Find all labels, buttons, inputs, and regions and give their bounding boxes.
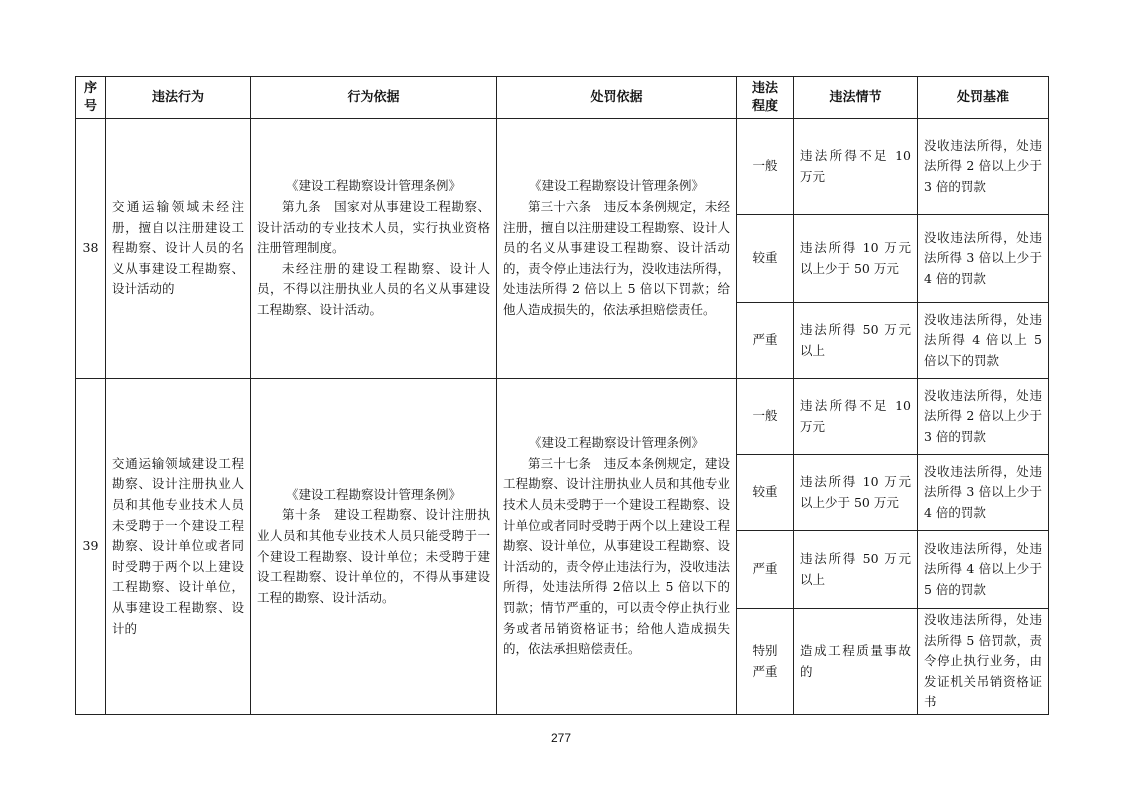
basis-title: 《建设工程勘察设计管理条例》 — [285, 178, 461, 194]
level-degree: 一般 — [737, 119, 794, 215]
row-behavior: 交通运输领域建设工程勘察、设计注册执业人员和其他专业技术人员未受聘于一个建设工程勘察、设计单位或者同时受聘于两个以上建设工程勘察、设计单位，从事建设工程勘察、设计的 — [106, 379, 251, 715]
level-standard: 没收违法所得，处违法所得 3 倍以上少于 4 倍的罚款 — [918, 215, 1049, 303]
level-degree: 严重 — [737, 531, 794, 609]
level-circumstance: 违法所得 50 万元以上 — [794, 531, 918, 609]
level-standard: 没收违法所得，处违法所得 2 倍以上少于 3 倍的罚款 — [918, 379, 1049, 455]
level-degree: 严重 — [737, 303, 794, 379]
penalty-title: 《建设工程勘察设计管理条例》 — [528, 178, 704, 194]
level-standard: 没收违法所得，处违法所得 2 倍以上少于 3 倍的罚款 — [918, 119, 1049, 215]
page-number: 277 — [550, 731, 572, 745]
level-standard: 没收违法所得，处违法所得 4 倍以上少于 5 倍的罚款 — [918, 531, 1049, 609]
row-penalty-basis — [497, 379, 737, 715]
level-circumstance: 造成工程质量事故的 — [794, 609, 918, 715]
level-standard: 没收违法所得，处违法所得 3 倍以上少于 4 倍的罚款 — [918, 455, 1049, 531]
table-row — [76, 119, 1049, 215]
level-standard: 没收违法所得，处违法所得 5 倍罚款，责令停止执行业务，由发证机关吊销资格证书 — [918, 609, 1049, 715]
row-behavior: 交通运输领域未经注册，擅自以注册建设工程勘察、设计人员的名义从事建设工程勘察、设计活动的 — [106, 119, 251, 379]
basis-article: 第九条 国家对从事建设工程勘察、设计活动的专业技术人员，实行执业资格注册管理制度。 — [257, 198, 490, 256]
penalty-title: 《建设工程勘察设计管理条例》 — [528, 435, 704, 451]
header-basis: 行为依据 — [251, 77, 497, 119]
level-degree: 特别严重 — [737, 609, 794, 715]
row-basis — [251, 379, 497, 715]
row-penalty-basis — [497, 119, 737, 379]
header-no: 序号 — [76, 77, 106, 119]
level-degree: 一般 — [737, 379, 794, 455]
level-circumstance: 违法所得 10 万元以上少于 50 万元 — [794, 455, 918, 531]
basis-article: 未经注册的建设工程勘察、设计人员，不得以注册执业人员的名义从事建设工程勘察、设计活动。 — [257, 260, 490, 318]
table-row — [76, 379, 1049, 455]
header-behavior: 违法行为 — [106, 77, 251, 119]
penalty-article: 第三十七条 违反本条例规定，建设工程勘察、设计注册执业人员和其他专业技术人员未受聘于一个建设工程勘察、设计单位或者同时受聘于两个以上建设工程勘察、设计单位，从事建设工程勘察、设计活动的，责令停止违法行为，没收违法所得，处违法所得 2倍以上 5 倍以下的罚款；情节严重的，可以责令停止执行业务或者吊销资格证书；给他人造成损失的，依法承担赔偿责任。 — [503, 455, 730, 657]
level-degree: 较重 — [737, 455, 794, 531]
level-circumstance: 违法所得 10 万元以上少于 50 万元 — [794, 215, 918, 303]
basis-title: 《建设工程勘察设计管理条例》 — [285, 486, 461, 502]
header-degree: 违法程度 — [737, 77, 794, 119]
basis-article: 第十条 建设工程勘察、设计注册执业人员和其他专业技术人员只能受聘于一个建设工程勘察、设计单位；未受聘于建设工程勘察、设计单位的，不得从事建设工程的勘察、设计活动。 — [257, 507, 490, 605]
level-circumstance: 违法所得 50 万元以上 — [794, 303, 918, 379]
header-circumstance: 违法情节 — [794, 77, 918, 119]
row-basis — [251, 119, 497, 379]
header-penalty-basis: 处罚依据 — [497, 77, 737, 119]
header-standard: 处罚基准 — [918, 77, 1049, 119]
level-degree: 较重 — [737, 215, 794, 303]
level-circumstance: 违法所得不足 10 万元 — [794, 379, 918, 455]
level-standard: 没收违法所得，处违法所得 4 倍以上 5 倍以下的罚款 — [918, 303, 1049, 379]
penalty-table — [75, 76, 1049, 715]
row-no: 38 — [76, 119, 106, 379]
penalty-article: 第三十六条 违反本条例规定，未经注册，擅自以注册建设工程勘察、设计人员的名义从事建设工程勘察、设计活动的，责令停止违法行为，没收违法所得，处违法所得 2 倍以上 5 倍以下罚款；给他人造成损失的，依法承担赔偿责任。 — [503, 198, 730, 318]
header-row — [76, 77, 1049, 119]
row-no: 39 — [76, 379, 106, 715]
level-circumstance: 违法所得不足 10 万元 — [794, 119, 918, 215]
